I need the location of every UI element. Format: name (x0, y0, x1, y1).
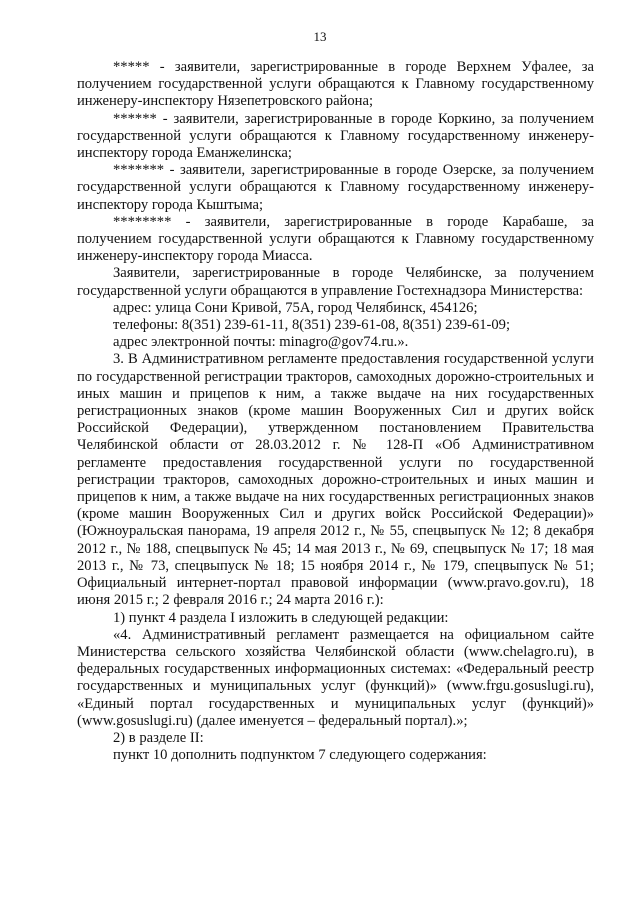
address-line: адрес: улица Сони Кривой, 75А, город Челябинск, 454126; (113, 299, 478, 316)
paragraph-chelyabinsk: Заявители, зарегистрированные в городе Челябинске, за получением государственной услуги обращаются в управление Гостехнадзора Министерства: (77, 265, 594, 299)
paragraph-ozersk: ******* - заявители, зарегистрированные в городе Озерске, за получением государственной услуги обращаются к Главному государственному инженеру-инспектору города Кыштыма; (77, 162, 594, 213)
paragraph-subitem-2: 2) в разделе II: (113, 729, 204, 746)
paragraph-korkino: ****** - заявители, зарегистрированные в городе Коркино, за получением государственной услуги обращаются к Главному государственному инженеру-инспектору города Еманжелинска; (77, 110, 594, 162)
page-number: 13 (313, 29, 327, 44)
paragraph-point-10: пункт 10 дополнить подпунктом 7 следующего содержания: (113, 747, 487, 764)
phones-line: телефоны: 8(351) 239-61-11, 8(351) 239-61-08, 8(351) 239-61-09; (113, 317, 511, 334)
paragraph-subitem-1: 1) пункт 4 раздела I изложить в следующей редакции: (113, 609, 449, 626)
document-body (77, 59, 594, 764)
paragraph-karabash: ******** - заявители, зарегистрированные в городе Карабаше, за получением государственной услуги обращаются к Главному государственному инженеру-инспектору города Миасса. (77, 213, 594, 265)
paragraph-item-3: 3. В Административном регламенте предоставления государственной услуги по государственной регистрации тракторов, самоходных дорожно-строительных и иных машин и прицепов к ним, а также выдаче на них государственных регистрационных знаков (кроме машин Вооруженных Сил и других войск Российской Федерации), утвержденном постановлением Правительства Челябинской области от 28.03.2012 г. № 128-П «Об Административном регламенте предоставления государственной услуги по государственной регистрации тракторов, самоходных дорожно-строительных и иных машин и прицепов к ним, а также выдаче на них государственных регистрационных знаков (кроме машин Вооруженных Сил и других войск Российской Федерации)» (Южноуральская панорама, 19 апреля 2012 г., № 55, спецвыпуск № 12; 8 декабря 2012 г., № 188, спецвыпуск № 45; 14 мая 2013 г., № 69, спецвыпуск № 17; 18 мая 2013 г., № 73, спецвыпуск № 18; 15 ноября 2014 г., № 179, спецвыпуск № 51; Официальный интернет-портал правовой информации (www.pravo.gov.ru), 18 июня 2015 г.; 2 февраля 2016 г.; 24 марта 2016 г.): (77, 351, 594, 609)
email-line: адрес электронной почты: minagro@gov74.ru.». (113, 334, 409, 351)
paragraph-quote-4: «4. Административный регламент размещается на официальном сайте Министерства сельского хозяйства Челябинской области (www.chelagro.ru), в федеральных государственных информационных системах: «Федеральный реестр государственных и муниципальных услуг (функций)» (www.frgu.gosuslugi.ru), «Единый портал государственных и муниципальных услуг (функций)» (www.gosuslugi.ru) (далее именуется – федеральный портал).»; (77, 626, 594, 729)
paragraph-verkhny-ufaley: ***** - заявители, зарегистрированные в городе Верхнем Уфалее, за получением государственной услуги обращаются к Главному государственному инженеру-инспектору Нязепетровского района; (77, 59, 594, 110)
